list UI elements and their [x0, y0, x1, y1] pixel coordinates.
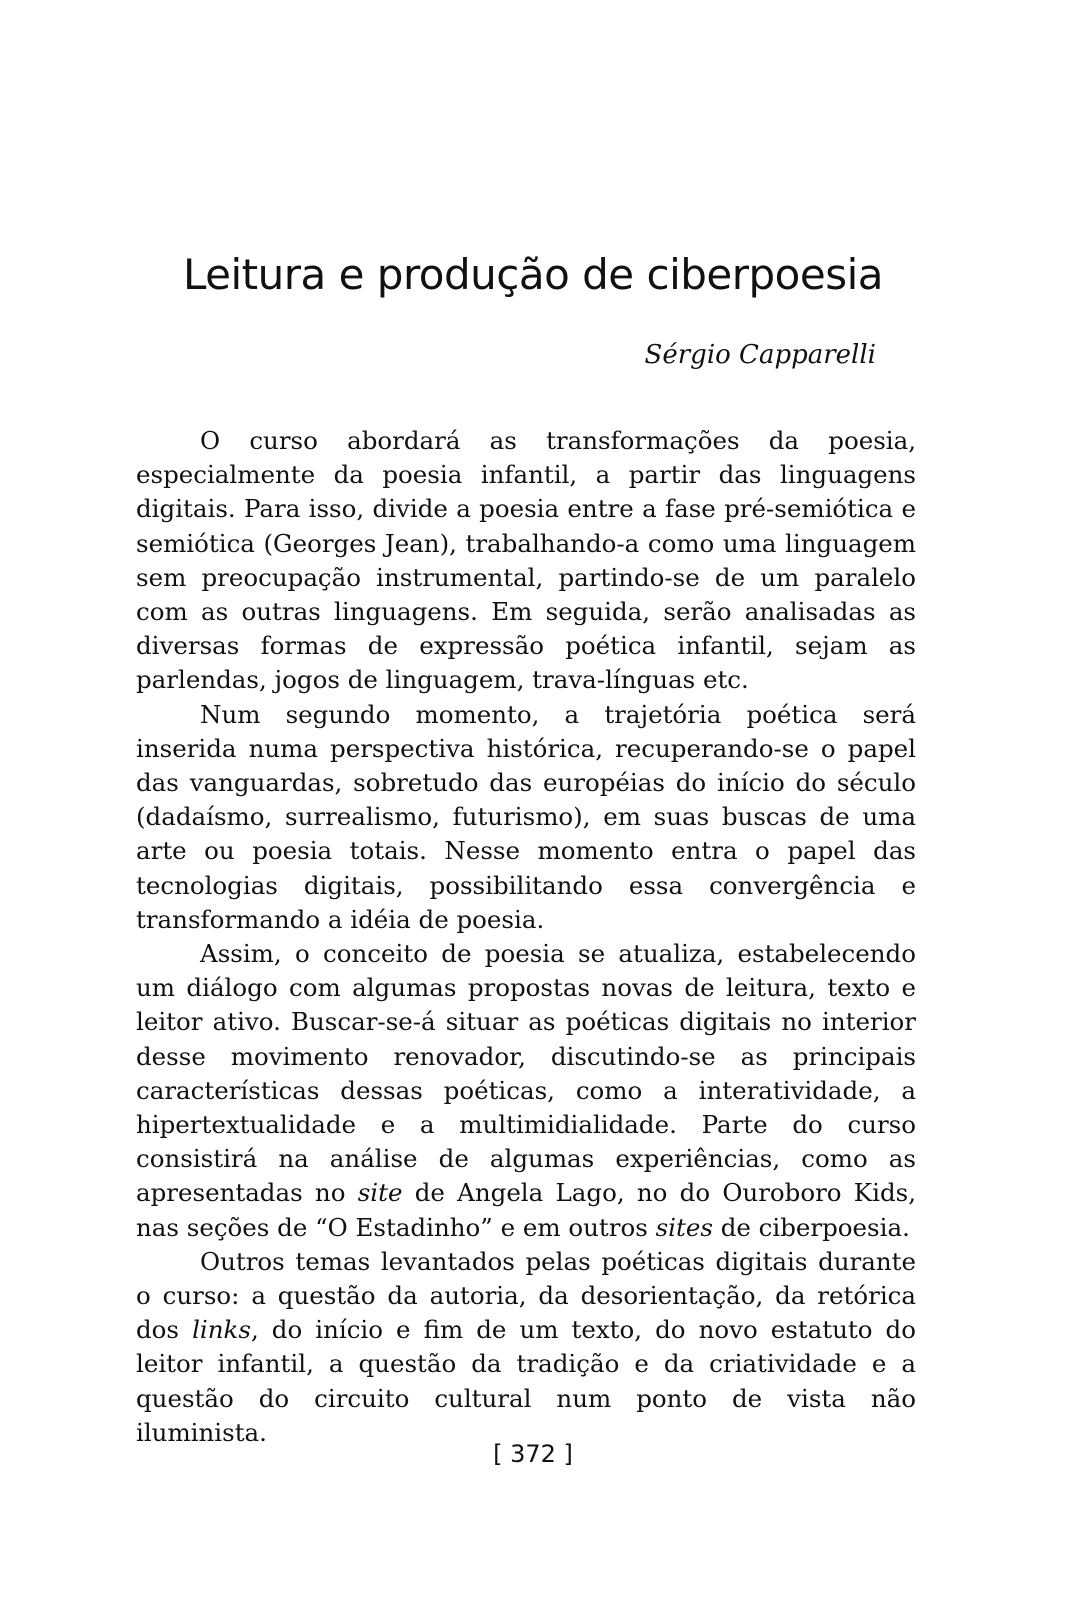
paragraph-text: de ciberpoesia.	[712, 1212, 910, 1242]
italic-term: site	[357, 1178, 403, 1208]
paragraph-text: Assim, o conceito de poesia se atualiza, estabelecendo um diálogo com algumas propostas novas de leitura, texto e leitor ativo. Buscar-se-á situar as poéticas digitais no interior desse movimento renovador, discutindo-se as principais características dessas poéticas, como a interatividade, a hipertextualidade e a multimidialidade. Parte do curso consistirá na análise de algumas experiências, como as apresentadas no	[136, 939, 916, 1208]
paragraph-text: Outros temas levantados pelas poéticas digitais durante o curso: a questão da autoria, da desorientação, da retórica dos	[136, 1246, 916, 1345]
paragraph-text: , do início e fim de um texto, do novo estatuto do leitor infantil, a questão da tradição e da criatividade e a questão do circuito cultural num ponto de vista não iluminista.	[136, 1315, 916, 1447]
page-number: [ 372 ]	[493, 1440, 573, 1468]
author-name: Sérgio Capparelli	[644, 340, 876, 370]
paragraph-text: O curso abordará as transformações da poesia, especialmente da poesia infantil, a partir das linguagens digitais. Para isso, divide a poesia entre a fase pré-semiótica e semiótica (Georges Jean), trabalhando-a como uma linguagem sem preocupação instrumental, partindo-se de um paralelo com as outras linguagens. Em seguida, serão analisadas as diversas formas de expressão poética infantil, sejam as parlendas, jogos de linguagem, trava-línguas etc.	[136, 426, 916, 695]
body-paragraph	[136, 1245, 916, 1450]
paragraph-text: de Angela Lago, no do Ouroboro Kids, nas seções de “O Estadinho” e em outros	[136, 1178, 916, 1242]
italic-term: links	[192, 1315, 251, 1345]
paragraph-text: Num segundo momento, a trajetória poética será inserida numa perspectiva histórica, recuperando-se o papel das vanguardas, sobretudo das européias do início do século (dadaísmo, surrealismo, futurismo), em suas buscas de uma arte ou poesia totais. Nesse momento entra o papel das tecnologias digitais, possibilitando essa convergência e transformando a idéia de poesia.	[136, 699, 916, 934]
italic-term: sites	[655, 1212, 713, 1242]
body-paragraph	[136, 698, 916, 937]
body-paragraph	[136, 937, 916, 1245]
page-title: Leitura e produção de ciberpoesia	[182, 250, 884, 299]
article-body	[136, 424, 916, 1450]
body-paragraph	[136, 424, 916, 698]
